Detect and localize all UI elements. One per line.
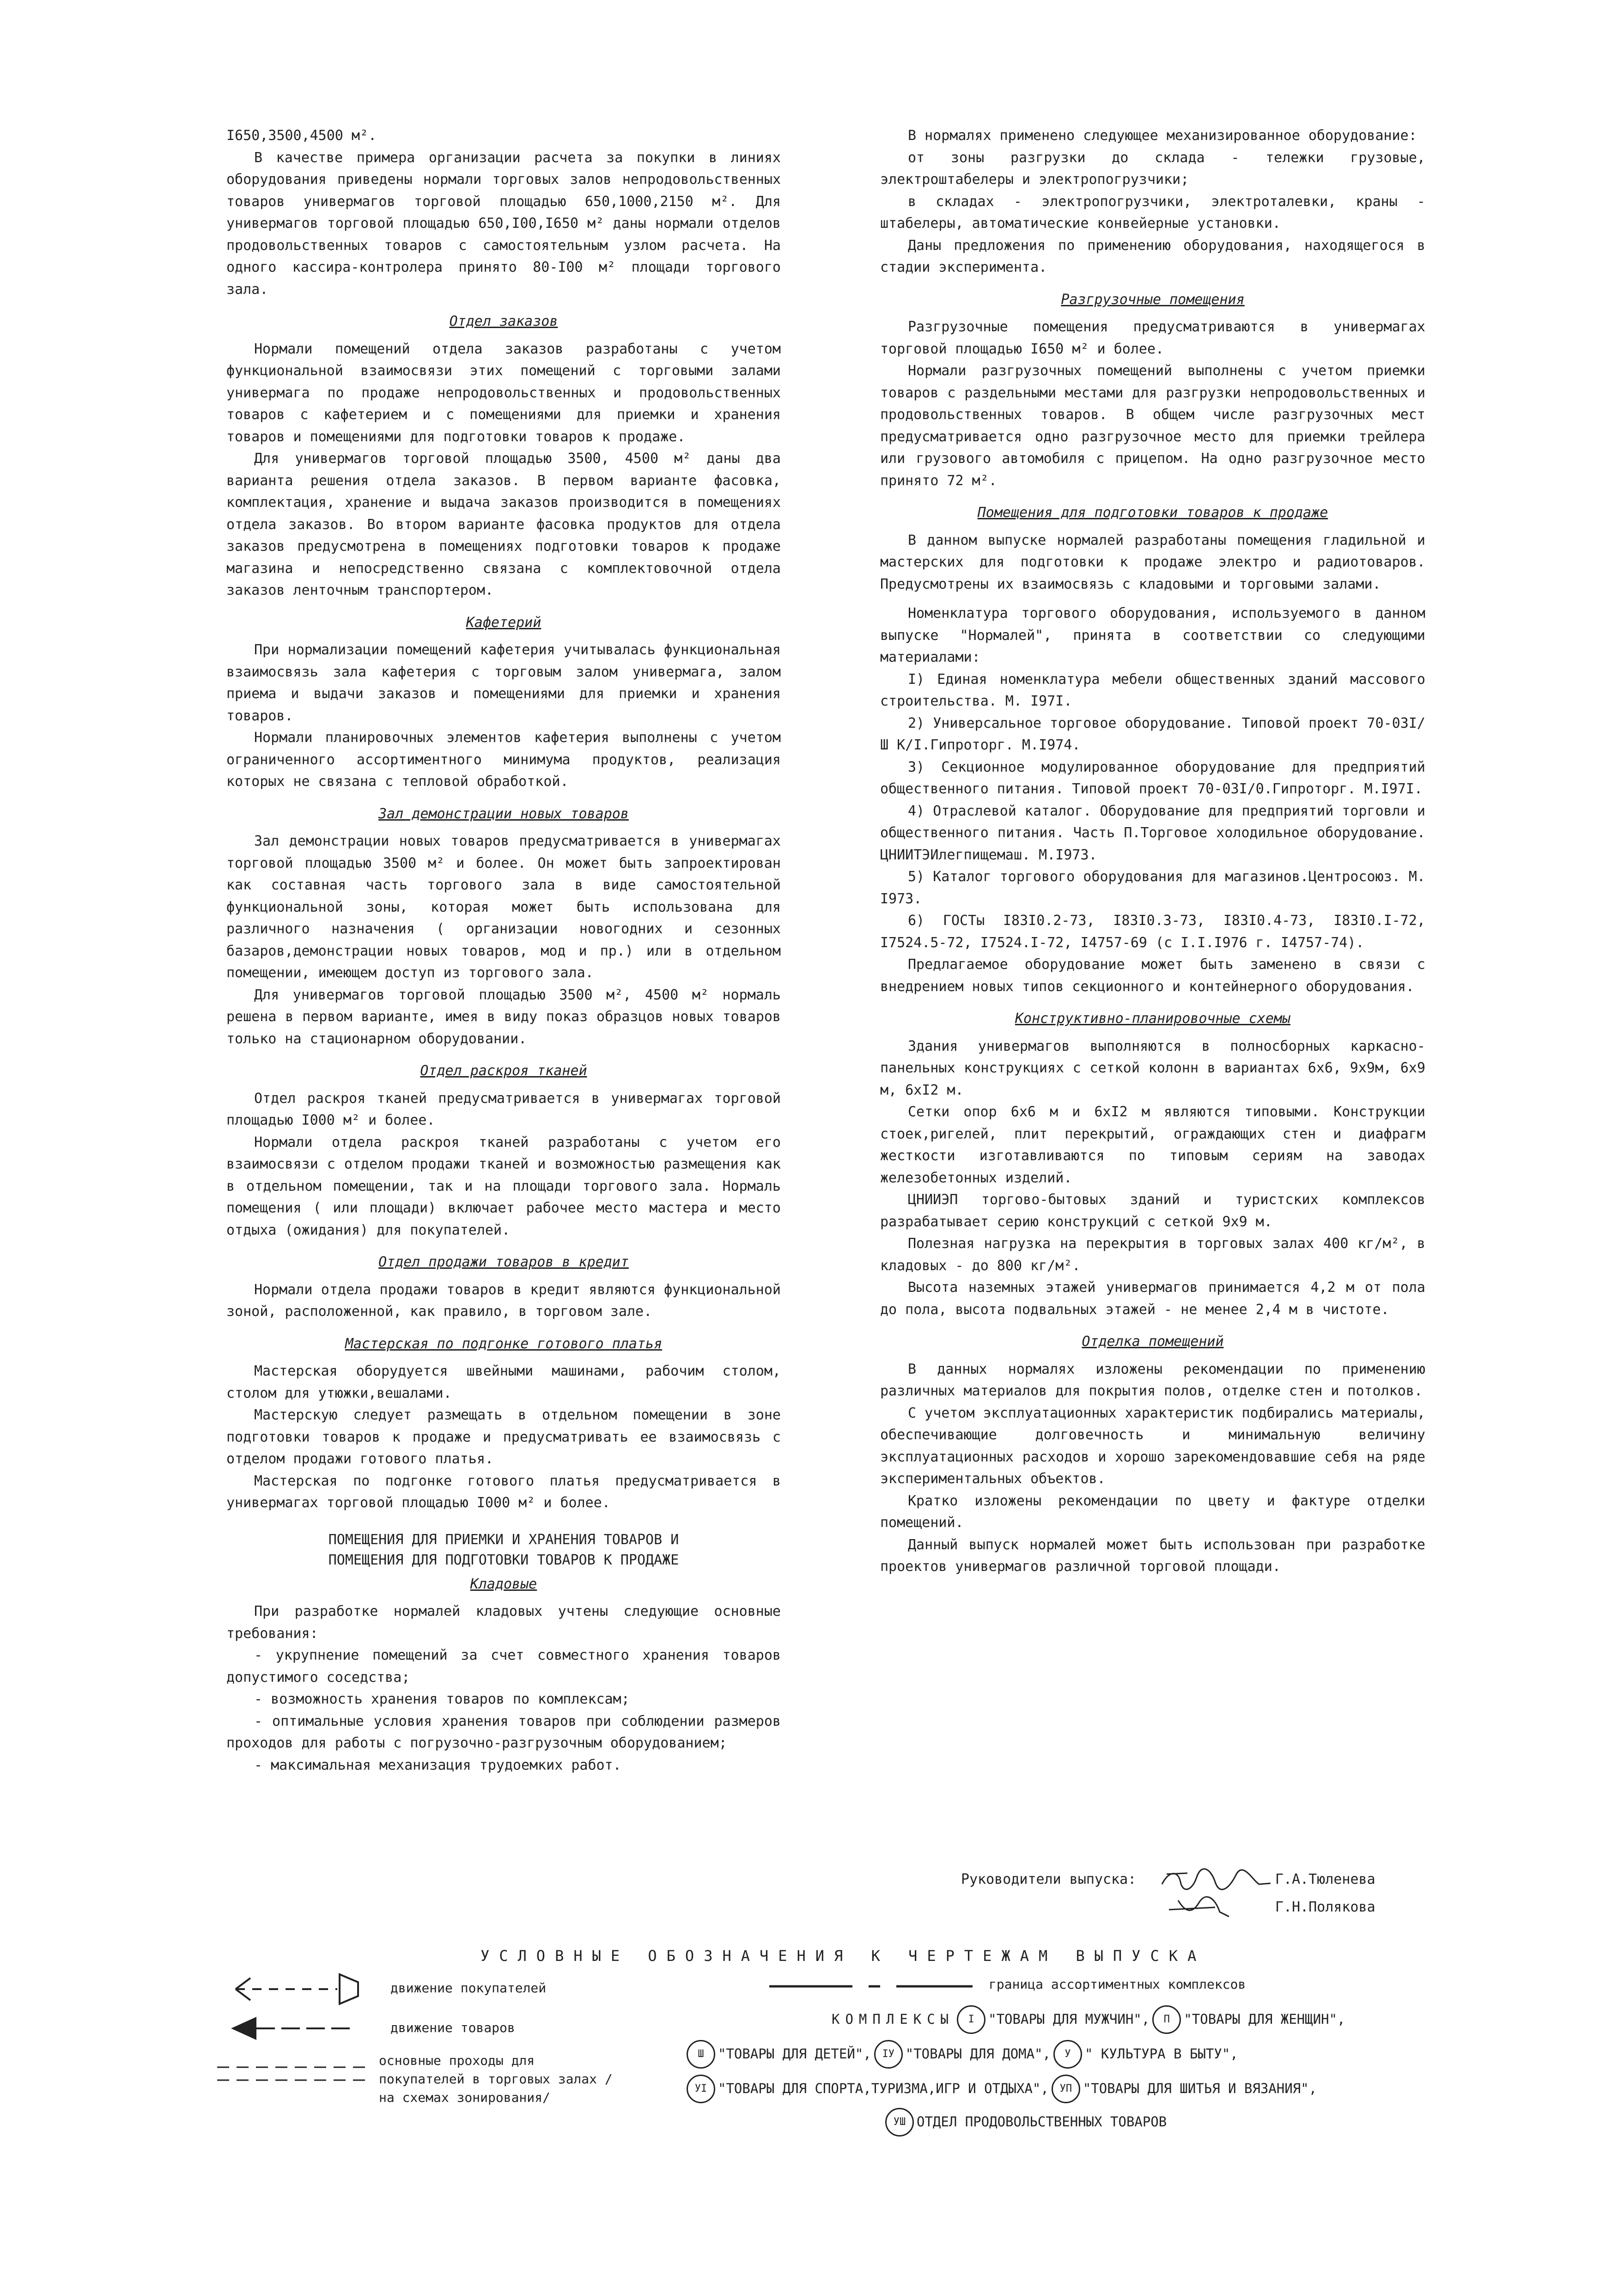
- list-item: I) Единая номенклатура мебели общественных зданий массового строительства. М. I97I.: [880, 671, 1425, 709]
- paragraph: Отдел раскроя тканей предусматривается в универмагах торговой площадью I000 м² и более.: [226, 1090, 781, 1128]
- legend-complexes-row-4: [882, 2108, 1167, 2137]
- paragraph: Нормали отдела раскроя тканей разработаны с учетом его взаимосвязи с отделом продажи тканей и возможностью размещения как в отдельном помещении, так и на площади торгового зала. Нормаль помещения ( или площади) включает рабочее место мастера и место отдыха (ожидания) для покупателей.: [226, 1134, 781, 1238]
- complex-name: "ТОВАРЫ ДЛЯ ДОМА",: [905, 2046, 1051, 2062]
- complex-name: "ТОВАРЫ ДЛЯ ЖЕНЩИН",: [1184, 2011, 1345, 2027]
- paragraph: от зоны разгрузки до склада - тележки грузовые, электроштабелеры и электропогрузчики;: [880, 149, 1425, 188]
- paragraph: Разгрузочные помещения предусматриваются в универмагах торговой площадью I650 м² и более.: [880, 319, 1425, 357]
- section-heading-storerooms: Кладовые: [470, 1576, 537, 1592]
- paragraph: в складах - электропогрузчики, электроталевки, краны - штабелеры, автоматические конвейерные установки.: [880, 193, 1425, 231]
- paragraph: Нормали помещений отдела заказов разработаны с учетом функциональной взаимосвязи этих помещений с торговыми залами универмага по продаже непродовольственных и продовольственных товаров с кафетерием и с помещениями для приемки и хранения товаров и помещениями для подготовки товаров к продаже.: [226, 341, 781, 445]
- legend-label: движение товаров: [390, 2020, 515, 2035]
- legend-title: УСЛОВНЫЕ ОБОЗНАЧЕНИЯ К ЧЕРТЕЖАМ ВЫПУСКА: [481, 1947, 1206, 1965]
- right-column: [880, 125, 1425, 1578]
- complex-name: "ТОВАРЫ ДЛЯ ШИТЬЯ И ВЯЗАНИЯ",: [1083, 2081, 1317, 2097]
- paragraph: Нормали планировочных элементов кафетерия выполнены с учетом ограниченного ассортиментного минимума продуктов, реализация которых не связана с тепловой обработкой.: [226, 730, 781, 790]
- paragraph: Высота наземных этажей универмагов принимается 4,2 м от пола до пола, высота подвальных этажей - не менее 2,4 м в чистоте.: [880, 1279, 1425, 1318]
- paragraph: В качестве примера организации расчета за покупки в линиях оборудования приведены нормали торговых залов непродовольственных товаров универмагов торговой площадью 650,1000,2150 м². Для универмагов торговой площадью 650,I00,I650 м² даны нормали отделов продовольственных товаров с самостоятельным узлом расчета. На одного кассира-контролера принято 80-I00 м² площади торгового зала.: [226, 149, 781, 298]
- list-item: 6) ГОСТы I83I0.2-73, I83I0.3-73, I83I0.4-73, I83I0.I-72, I7524.5-72, I7524.I-72, I4757-69 (с I.I.I976 г. I4757-74).: [880, 913, 1425, 951]
- section-heading-orders: Отдел заказов: [449, 313, 558, 329]
- complex-name: "ТОВАРЫ ДЛЯ ДЕТЕЙ",: [718, 2046, 871, 2062]
- list-item: 4) Отраслевой каталог. Оборудование для предприятий торговли и общественного питания. Часть П.Торговое холодильное оборудование. ЦНИИТЭИлегпищемаш. М.I973.: [880, 803, 1425, 863]
- list-item: - укрупнение помещений за счет совместного хранения товаров допустимого соседства;: [226, 1647, 781, 1686]
- chapter-heading: [226, 1530, 781, 1571]
- paragraph: Мастерская по подгонке готового платья предусматривается в универмагах торговой площадью I000 м² и более.: [226, 1473, 781, 1511]
- section-heading-cafeteria: Кафетерий: [466, 614, 541, 631]
- list-item: - оптимальные условия хранения товаров при соблюдении размеров проходов для работы с погрузочно-разгрузочным оборудованием;: [226, 1713, 781, 1751]
- signatory-name: Г.А.Тюленева: [1275, 1871, 1375, 1887]
- handwritten-signature-1: [1160, 1866, 1275, 1893]
- paragraph: Даны предложения по применению оборудования, находящегося в стадии эксперимента.: [880, 237, 1425, 275]
- complex-number-badge: Ш: [687, 2040, 715, 2069]
- section-heading-fabric-cutting: Отдел раскроя тканей: [420, 1063, 587, 1079]
- list-item: 2) Универсальное торговое оборудование. Типовой проект 70-03I/Ш К/I.Гипроторг. М.I974.: [880, 715, 1425, 753]
- complex-name: "ТОВАРЫ ДЛЯ МУЖЧИН",: [988, 2011, 1150, 2027]
- section-heading-tailoring: Мастерская по подгонке готового платья: [345, 1335, 663, 1352]
- paragraph: Мастерская оборудуется швейными машинами, рабочим столом, столом для утюжки,вешалами.: [226, 1363, 781, 1401]
- paragraph: При разработке нормалей кладовых учтены следующие основные требования:: [226, 1603, 781, 1642]
- section-heading-demo-hall: Зал демонстрации новых товаров: [378, 805, 629, 822]
- paragraph: При нормализации помещений кафетерия учитывалась функциональная взаимосвязь зала кафетерия с торговым залом универмага, залом приема и выдачи заказов и помещениями для приемки и хранения товаров.: [226, 642, 781, 724]
- first-line: I650,3500,4500 м².: [226, 128, 377, 144]
- paragraph: Зал демонстрации новых товаров предусматривается в универмагах торговой площадью 3500 м² и более. Он может быть запроектирован как составная часть торгового зала в виде самостоятельной функциональной зоны, которая может быть использована для различного назначения ( организации новогодних и сезонных базаров,демонстрации новых товаров, мод и пр.) или в отдельном помещении, имеющем доступ из торгового зала.: [226, 833, 781, 981]
- legend-border: [769, 1975, 1370, 2003]
- left-column: [226, 125, 781, 1776]
- paragraph: Нормали отдела продажи товаров в кредит являются функциональной зоной, расположенной, как правило, в торговом зале.: [226, 1281, 781, 1320]
- paragraph: Данный выпуск нормалей может быть использован при разработке проектов универмагов различной торговой площади.: [880, 1536, 1425, 1575]
- complex-name: ОТДЕЛ ПРОДОВОЛЬСТВЕННЫХ ТОВАРОВ: [917, 2114, 1167, 2130]
- section-heading-credit: Отдел продажи товаров в кредит: [378, 1254, 629, 1270]
- legend-goods: [217, 2012, 633, 2045]
- solid-arrow-icon: [217, 2012, 365, 2045]
- list-item: 5) Каталог торгового оборудования для магазинов.Центросоюз. М. I973.: [880, 869, 1425, 907]
- signature-block: [961, 1866, 1375, 1921]
- paragraph: Кратко изложены рекомендации по цвету и фактуре отделки помещений.: [880, 1492, 1425, 1531]
- legend-label: граница ассортиментных комплексов: [989, 1977, 1246, 1992]
- complex-number-badge: П: [1152, 2005, 1181, 2034]
- paragraph: Для универмагов торговой площадью 3500 м², 4500 м² нормаль решена в первом варианте, имея в виду показ образцов новых товаров только на стационарном оборудовании.: [226, 986, 781, 1047]
- signatory-name: Г.Н.Полякова: [1275, 1899, 1375, 1915]
- paragraph: Предлагаемое оборудование может быть заменено в связи с внедрением новых типов секционного и контейнерного оборудования.: [880, 956, 1425, 995]
- complexes-label: КОМПЛЕКСЫ: [832, 2011, 955, 2027]
- legend-label: движение покупателей: [390, 1980, 547, 1996]
- border-line-icon: [769, 1977, 982, 1996]
- complex-number-badge: У: [1053, 2040, 1082, 2069]
- paragraph: С учетом эксплуатационных характеристик подбирались материалы, обеспечивающие долговечность и минимальную величину эксплуатационных расходов и хорошо зарекомендовавшие себя на ряде экспериментальных объектов.: [880, 1405, 1425, 1487]
- list-item: 3) Секционное модулированное оборудование для предприятий общественного питания. Типовой проект 70-03I/0.Гипроторг. М.I97I.: [880, 759, 1425, 797]
- complex-number-badge: УП: [1052, 2075, 1080, 2103]
- signature-label: Руководители выпуска:: [961, 1871, 1137, 1887]
- paragraph: Нормали разгрузочных помещений выполнены с учетом приемки товаров с раздельными местами для разгрузки непродовольственных и продовольственных товаров. В общем числе разгрузочных мест предусматривается одно разгрузочное место для приемки трейлера или грузового автомобиля с прицепом. На одно разгрузочное место принято 72 м².: [880, 363, 1425, 489]
- paragraph: Номенклатура торгового оборудования, используемого в данном выпуске "Нормалей", принята в соответствии со следующими материалами:: [880, 605, 1425, 665]
- complex-name: "ТОВАРЫ ДЛЯ СПОРТА,ТУРИЗМА,ИГР И ОТДЫХА",: [718, 2081, 1049, 2097]
- section-heading-preparation: Помещения для подготовки товаров к продаже: [977, 505, 1328, 521]
- paragraph: Полезная нагрузка на перекрытия в торговых залах 400 кг/м², в кладовых - до 800 кг/м².: [880, 1236, 1425, 1274]
- legend-passages: [217, 2051, 633, 2116]
- complex-number-badge: УI: [687, 2075, 715, 2103]
- paragraph: Здания универмагов выполняются в полносборных каркасно-панельных конструкциях с сеткой колонн в вариантах 6х6, 9х9м, 6х9 м, 6хI2 м.: [880, 1038, 1425, 1098]
- paragraph: В данном выпуске нормалей разработаны помещения гладильной и мастерских для подготовки к продаже электро и радиотоваров. Предусмотрены их взаимосвязь с кладовыми и торговыми залами.: [880, 532, 1425, 592]
- legend-complexes-row-2: [684, 2040, 1238, 2069]
- paragraph: В данных нормалях изложены рекомендации по применению различных материалов для покрытия полов, отделке стен и потолков.: [880, 1361, 1425, 1399]
- paragraph: В нормалях применено следующее механизированное оборудование:: [908, 128, 1417, 144]
- paragraph: Мастерскую следует размещать в отдельном помещении в зоне подготовки товаров к продаже и предусматривать ее взаимосвязь с отделом продажи готового платья.: [226, 1407, 781, 1467]
- complex-name: " КУЛЬТУРА В БЫТУ",: [1085, 2046, 1238, 2062]
- section-heading-finishing: Отделка помещений: [1082, 1333, 1224, 1350]
- legend-complexes-row-1: [832, 2005, 1345, 2034]
- legend-complexes-row-3: [684, 2075, 1317, 2103]
- chapter-heading-line: ПОМЕЩЕНИЯ ДЛЯ ПРИЕМКИ И ХРАНЕНИЯ ТОВАРОВ И: [328, 1531, 679, 1548]
- paragraph: ЦНИИЭП торгово-бытовых зданий и туристских комплексов разрабатывает серию конструкций с сеткой 9х9 м.: [880, 1192, 1425, 1230]
- hollow-arrow-icon: [217, 1971, 365, 2008]
- complex-number-badge: I: [957, 2005, 985, 2034]
- section-heading-structural: Конструктивно-планировочные схемы: [1015, 1011, 1291, 1027]
- handwritten-signature-2: [1160, 1893, 1275, 1921]
- complex-number-badge: УШ: [885, 2108, 914, 2137]
- chapter-heading-line: ПОМЕЩЕНИЯ ДЛЯ ПОДГОТОВКИ ТОВАРОВ К ПРОДАЖЕ: [328, 1552, 679, 1568]
- complex-number-badge: IУ: [874, 2040, 903, 2069]
- list-item: - возможность хранения товаров по комплексам;: [254, 1691, 630, 1707]
- paragraph: Сетки опор 6х6 м и 6хI2 м являются типовыми. Конструкции стоек,ригелей, плит перекрытий, ограждающих стен и диафрагм жесткости изготавливаются по типовым сериям на заводах железобетонных изделий.: [880, 1104, 1425, 1186]
- legend-label: основные проходы для покупателей в торговых залах / на схемах зонирования/: [379, 2053, 613, 2105]
- dashed-lines-icon: [217, 2058, 365, 2090]
- legend-buyers: [217, 1971, 633, 2008]
- paragraph: Для универмагов торговой площадью 3500, 4500 м² даны два варианта решения отдела заказов. В первом варианте фасовка, комплектация, хранение и выдача заказов производится в помещениях отдела заказов. Во втором варианте фасовка продуктов для отдела заказов предусмотрена в помещениях подготовки товаров к продаже магазина и непосредственно связана с комплектовочной отдела заказов ленточным транспортером.: [226, 450, 781, 598]
- section-heading-unloading: Разгрузочные помещения: [1061, 291, 1245, 308]
- list-item: - максимальная механизация трудоемких работ.: [254, 1757, 621, 1773]
